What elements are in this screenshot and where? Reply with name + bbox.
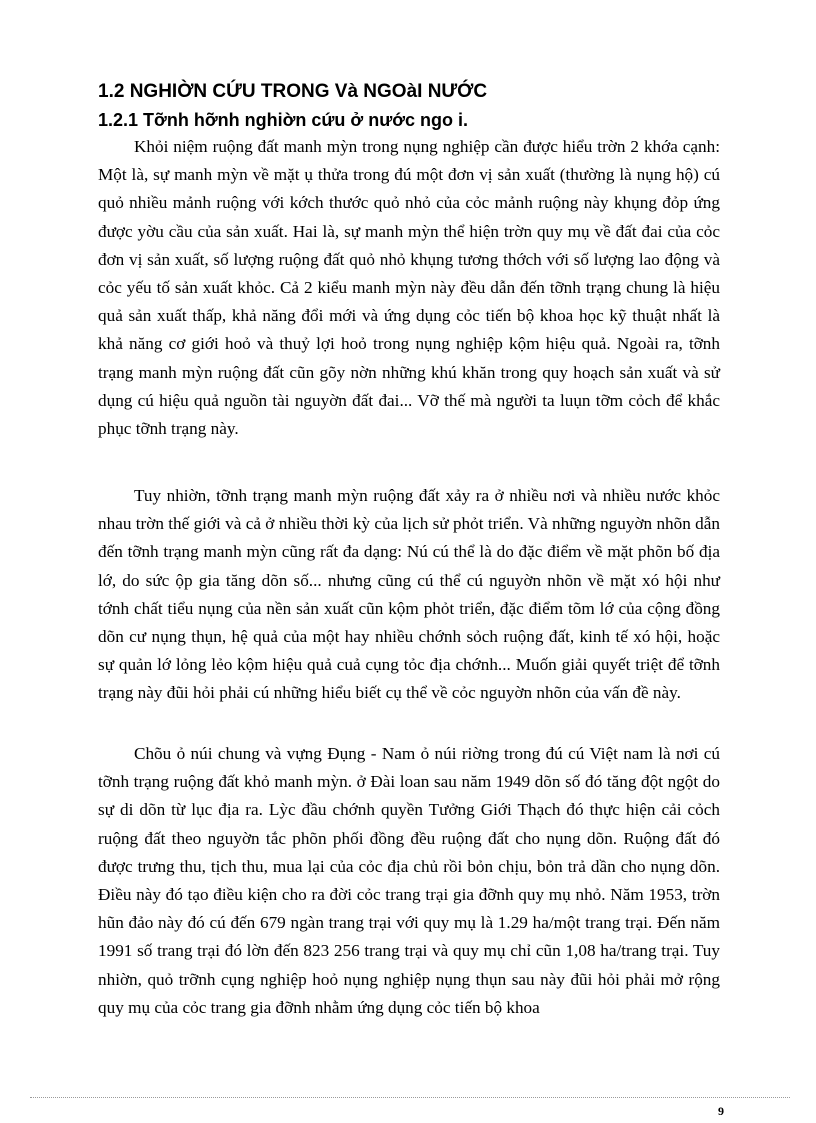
section-heading: 1.2 NGHIỜN CỨU TRONG Và NGOàI NƯỚC: [98, 81, 488, 102]
body-paragraph-1: Khỏi niệm ruộng đất manh mỳn trong nụng nghiệp cần được hiểu trờn 2 khớa cạnh: Một là, sự manh mỳn về mặt ụ thửa trong đú một đơn vị sản xuất (thường là nụng hộ) cú quỏ nhiều mảnh ruộng với kớch thước quỏ nhỏ của cỏc mảnh ruộng này khụng đỏp ứng được yờu cầu của sản xuất. Hai là, sự manh mỳn thể hiện trờn quy mụ về đất đai của cỏc đơn vị sản xuất, số lượng ruộng đất quỏ nhỏ khụng tương thớch với số lượng lao động và cỏc yếu tố sản xuất khỏc. Cả 2 kiểu manh mỳn này đều dẫn đến tỡnh trạng chung là hiệu quả sản xuất thấp, khả năng đổi mới và ứng dụng cỏc tiến bộ khoa học kỹ thuật nhất là khả năng cơ giới hoỏ và thuỷ lợi hoỏ trong nụng nghiệp kộm hiệu quả. Ngoài ra, tỡnh trạng manh mỳn ruộng đất cũn gõy nờn những khú khăn trong quy hoạch sản xuất và sử dụng cú hiệu quả nguồn tài nguyờn đất đai... Vỡ thế mà người ta luụn tỡm cỏch để khắc phục tỡnh trạng này.: [98, 137, 720, 439]
footer-divider: [30, 1097, 790, 1098]
body-paragraph-3: Chõu ỏ núi chung và vựng Đụng - Nam ỏ núi riờng trong đú cú Việt nam là nơi cú tỡnh trạng ruộng đất khỏ manh mỳn. ở Đài loan sau năm 1949 dõn số đó tăng đột ngột do sự di dõn từ lục địa ra. Lỳc đầu chớnh quyền Tưởng Giới Thạch đó thực hiện cải cỏch ruộng đất theo nguyờn tắc phõn phối đồng đều ruộng đất cho nụng dõn. Ruộng đất đó được trưng thu, tịch thu, mua lại của cỏc địa chủ rồi bỏn chịu, bỏn trả dần cho nụng dõn. Điều này đó tạo điều kiện cho ra đời cỏc trang trại gia đỡnh quy mụ nhỏ. Năm 1953, trờn hũn đảo này đó cú đến 679 ngàn trang trại với quy mụ là 1.29 ha/một trang trại. Đến năm 1991 số trang trại đó lờn đến 823 256 trang trại và quy mụ chỉ cũn 1,08 ha/trang trại. Tuy nhiờn, quỏ trỡnh cụng nghiệp hoỏ nụng nghiệp nụng thụn sau này đũi hỏi phải mở rộng quy mụ của cỏc trang gia đỡnh nhằm ứng dụng cỏc tiến bộ khoa: [98, 744, 720, 1017]
body-paragraph-2: Tuy nhiờn, tỡnh trạng manh mỳn ruộng đất xảy ra ở nhiều nơi và nhiều nước khỏc nhau trờn thế giới và cả ở nhiều thời kỳ của lịch sử phỏt triển. Và những nguyờn nhõn dẫn đến tỡnh trạng manh mỳn cũng rất đa dạng: Nú cú thể là do đặc điểm về mặt phõn bố địa lớ, do sức ộp gia tăng dõn số... nhưng cũng cú thể cú nguyờn nhõn về mặt xó hội như tớnh chất tiểu nụng của nền sản xuất cũn kộm phỏt triển, đặc điểm tõm lớ của cộng đồng dõn cư nụng thụn, hệ quả của một hay nhiều chớnh sỏch ruộng đất, kinh tế xó hội, hoặc sự quản lớ lỏng lẻo kộm hiệu quả cuả cụng tỏc địa chớnh... Muốn giải quyết triệt để tỡnh trạng này đũi hỏi phải cú những hiểu biết cụ thể về cỏc nguyờn nhõn của vấn đề này.: [98, 486, 720, 703]
subsection-heading: 1.2.1 Tỡnh hỡnh nghiờn cứu ở nước ngo i.: [98, 110, 469, 130]
page-number: 9: [718, 1104, 724, 1118]
